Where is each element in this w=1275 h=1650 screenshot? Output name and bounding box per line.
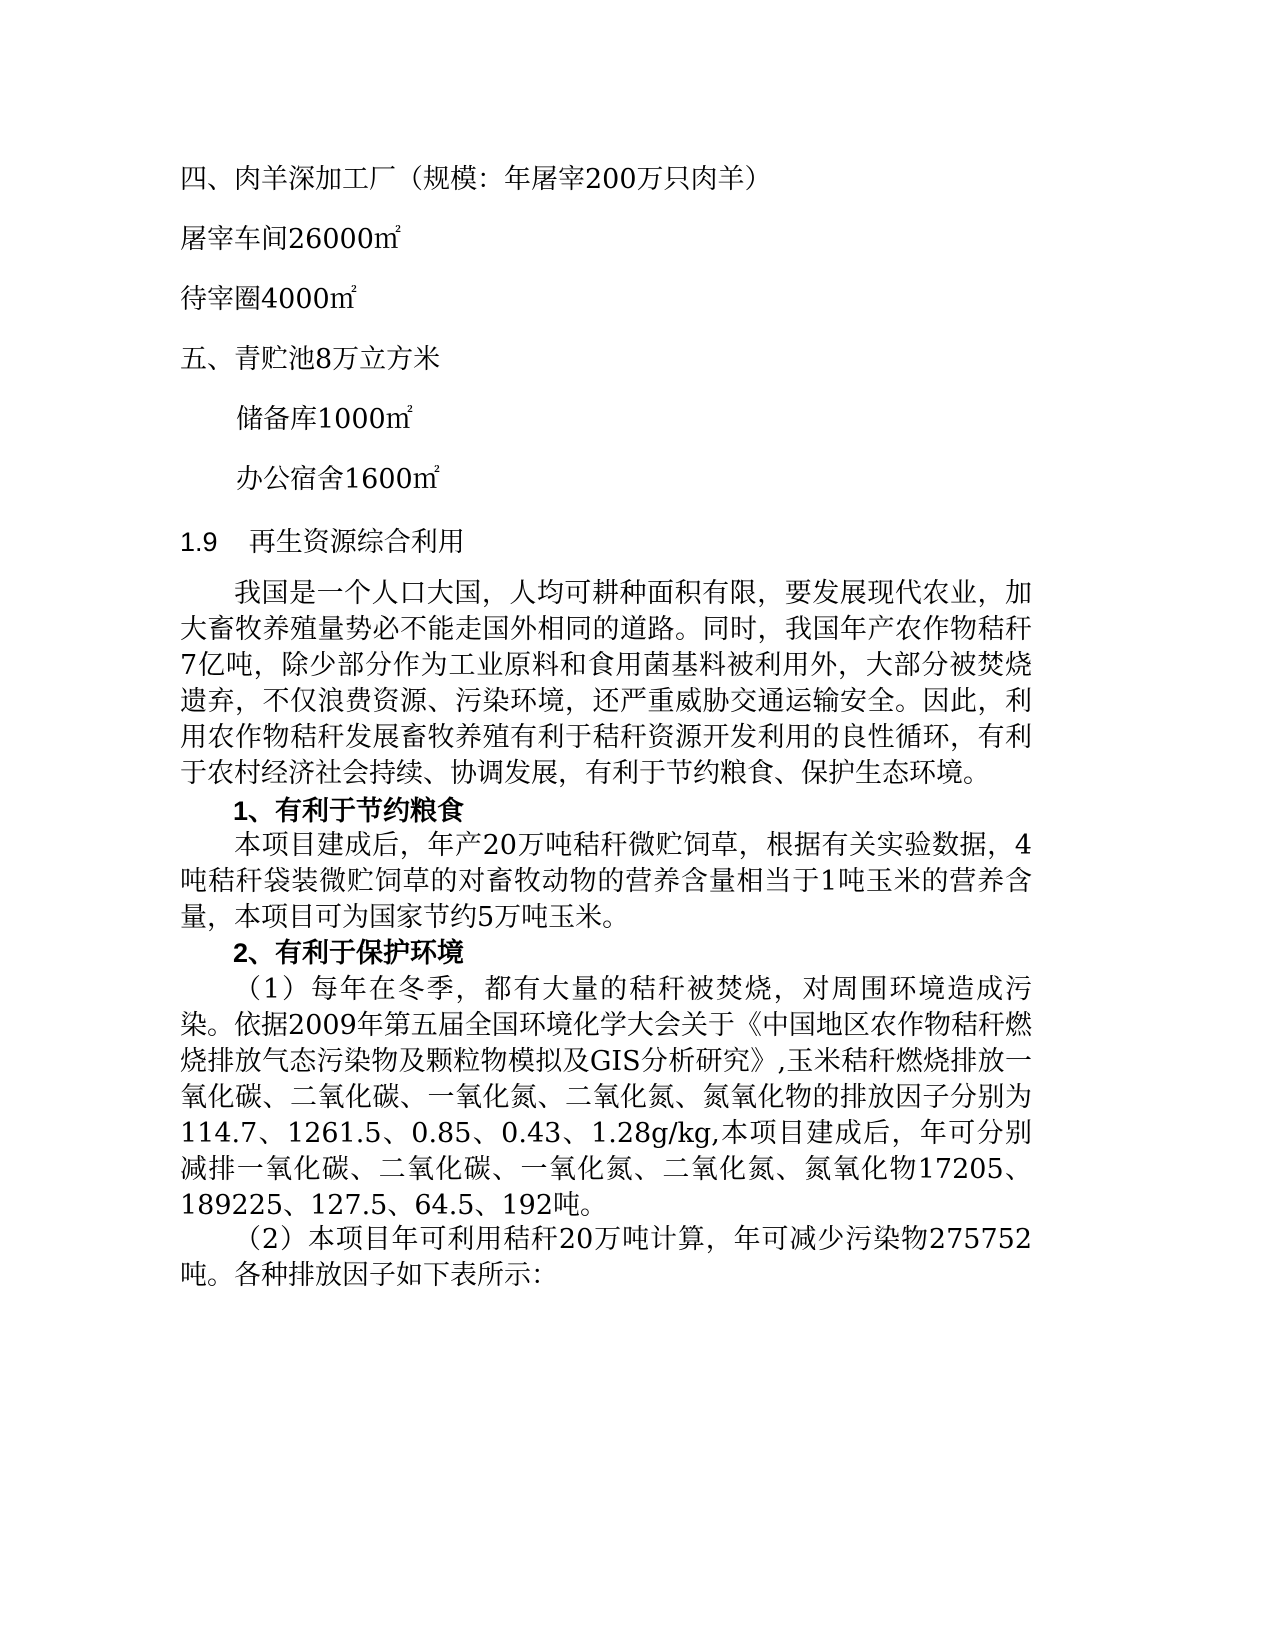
intro-paragraph: 我国是一个人口大国，人均可耕种面积有限，要发展现代农业，加大畜牧养殖量势必不能走国外相同的道路。同时，我国年产农作物秸秆7亿吨，除少部分作为工业原料和食用菌基料被利用外，大部分被焚烧遗弃，不仅浪费资源、污染环境，还严重威胁交通运输安全。因此，利用农作物秸秆发展畜牧养殖有利于秸秆资源开发利用的良性循环，有利于农村经济社会持续、协调发展，有利于节约粮食、保护生态环境。 bbox=[180, 578, 1032, 789]
facility-4-title: 四、肉羊深加工厂（规模：年屠宰200万只肉羊） bbox=[180, 164, 772, 195]
subheading-save-grain: 1、有利于节约粮食 bbox=[233, 796, 465, 826]
emission-paragraph-2: （2）本项目年可利用秸秆20万吨计算，年可减少污染物275752吨。各种排放因子如下表所示： bbox=[180, 1224, 1032, 1291]
holding-pen-item: 待宰圈4000㎡ bbox=[180, 284, 357, 315]
section-heading bbox=[180, 525, 465, 560]
section-title: 再生资源综合利用 bbox=[248, 527, 465, 558]
facility-5-title: 五、青贮池8万立方米 bbox=[180, 344, 441, 375]
section-number: 1.9 bbox=[180, 527, 218, 557]
subheading-protect-environment: 2、有利于保护环境 bbox=[233, 938, 465, 968]
storage-item: 储备库1000㎡ bbox=[236, 404, 413, 435]
slaughter-room-item: 屠宰车间26000㎡ bbox=[180, 224, 401, 255]
office-dorm-item: 办公宿舍1600㎡ bbox=[236, 464, 440, 495]
emission-paragraph-1: （1）每年在冬季，都有大量的秸秆被焚烧，对周围环境造成污染。依据2009年第五届全国环境化学大会关于《中国地区农作物秸秆燃烧排放气态污染物及颗粒物模拟及GIS分析研究》,玉米秸秆燃烧排放一氧化碳、二氧化碳、一氧化氮、二氧化氮、氮氧化物的排放因子分别为114.7、1261.5、0.85、0.43、1.28g/kg,本项目建成后，年可分别减排一氧化碳、二氧化碳、一氧化氮、二氧化氮、氮氧化物17205、189225、127.5、64.5、192吨。 bbox=[180, 974, 1032, 1221]
save-grain-paragraph: 本项目建成后，年产20万吨秸秆微贮饲草，根据有关实验数据，4吨秸秆袋装微贮饲草的对畜牧动物的营养含量相当于1吨玉米的营养含量，本项目可为国家节约5万吨玉米。 bbox=[180, 830, 1032, 933]
